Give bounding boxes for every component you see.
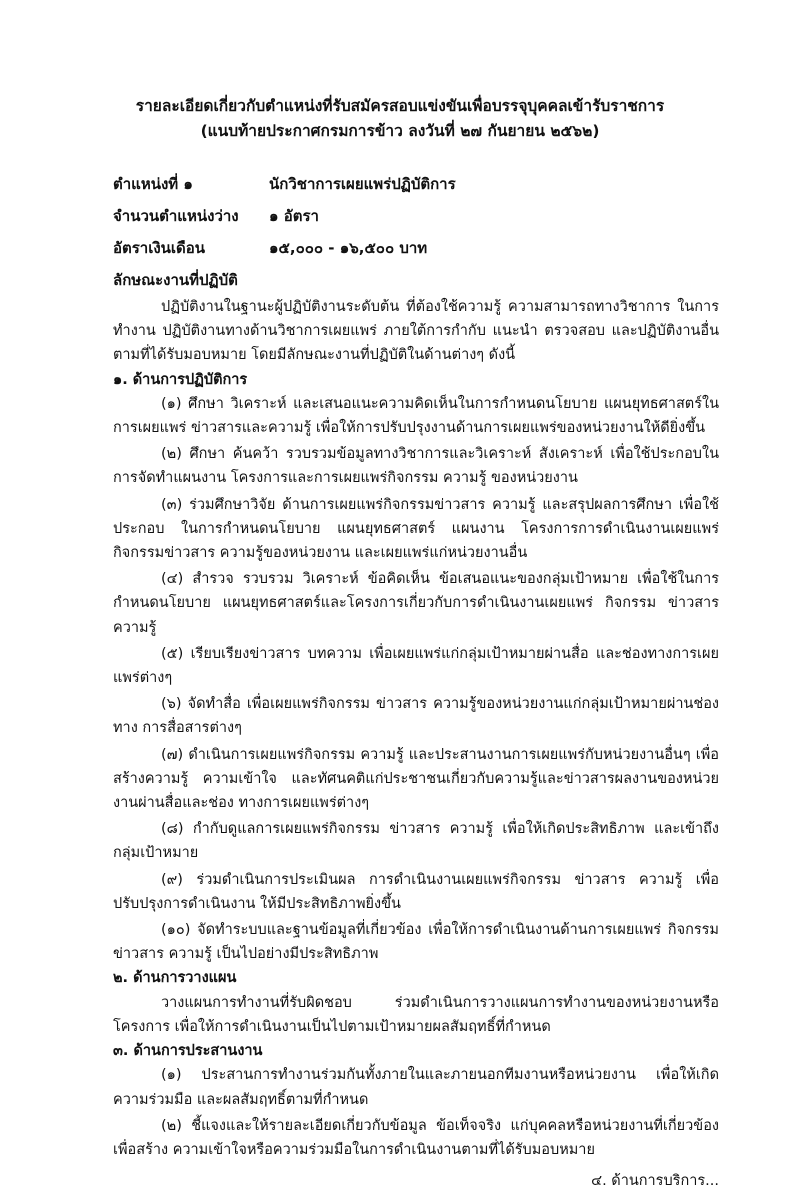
field-label: อัตราเงินเดือน	[113, 239, 206, 257]
document-header	[0, 94, 800, 144]
document-title: รายละเอียดเกี่ยวกับตำแหน่งที่รับสมัครสอบแข่งขันเพื่อบรรจุบุคคลเข้ารับราชการ	[135, 97, 665, 115]
list-item: (๑) ศึกษา วิเคราะห์ และเสนอแนะความคิดเห็นในการกำหนดนโยบาย แผนยุทธศาสตร์ในการเผยแพร่ ข่าวสารและความรู้ เพื่อให้การปรับปรุงงานด้านการเผยแพร่ของหน่วยงานให้ดียิ่งขึ้น	[113, 395, 719, 437]
document-body	[113, 295, 719, 1162]
list-item: (๖) จัดทำสื่อ เพื่อเผยแพร่กิจกรรม ข่าวสาร ความรู้ของหน่วยงานแก่กลุ่มเป้าหมายผ่านช่องทาง การสื่อสารต่างๆ	[113, 696, 719, 737]
field-value: ๑๕,๐๐๐ - ๑๖,๕๐๐ บาท	[269, 239, 428, 257]
section-heading-planning: ๒. ด้านการวางแผน	[113, 970, 237, 987]
field-position	[113, 173, 719, 195]
field-vacancies	[113, 205, 719, 227]
field-label: ลักษณะงานที่ปฏิบัติ	[113, 271, 238, 289]
field-label: ตำแหน่งที่ ๑	[113, 175, 193, 193]
field-value: นักวิชาการเผยแพร่ปฏิบัติการ	[269, 175, 456, 193]
list-item: (๘) กำกับดูแลการเผยแพร่กิจกรรม ข่าวสาร ความรู้ เพื่อให้เกิดประสิทธิภาพ และเข้าถึงกลุ่มเป้าหมาย	[113, 821, 719, 862]
list-item: (๓) ร่วมศึกษาวิจัย ด้านการเผยแพร่กิจกรรมข่าวสาร ความรู้ และสรุปผลการศึกษา เพื่อใช้ประกอบ ในการกำหนดนโยบาย แผนยุทธศาสตร์ แผนงาน โครงการการดำเนินงานเผยแพร่กิจกรรมข่าวสาร ความรู้ของหน่วยงาน และเผยแพร่แก่หน่วยงานอื่น	[113, 496, 719, 562]
section-heading-operations: ๑. ด้านการปฏิบัติการ	[113, 371, 248, 388]
field-job-nature	[113, 269, 719, 291]
section-heading-coordination: ๓. ด้านการประสานงาน	[113, 1043, 263, 1060]
list-item: (๗) ดำเนินการเผยแพร่กิจกรรม ความรู้ และประสานงานการเผยแพร่กับหน่วยงานอื่นๆ เพื่อสร้างความรู้ ความเข้าใจ และทัศนคติแก่ประชาชนเกี่ยวกับความรู้และข่าวสารผลงานของหน่วยงานผ่านสื่อและช่อง ทางการเผยแพร่ต่างๆ	[113, 746, 719, 812]
list-item: (๙) ร่วมดำเนินการประเมินผล การดำเนินงานเผยแพร่กิจกรรม ข่าวสาร ความรู้ เพื่อปรับปรุงการดำเนินงาน ให้มีประสิทธิภาพยิ่งขึ้น	[113, 871, 719, 912]
document-subtitle: (แนบท้ายประกาศกรมการข้าว ลงวันที่ ๒๗ กันยายน ๒๕๖๒)	[200, 122, 600, 140]
list-item: (๒) ชี้แจงและให้รายละเอียดเกี่ยวกับข้อมูล ข้อเท็จจริง แก่บุคคลหรือหน่วยงานที่เกี่ยวข้องเพื่อสร้าง ความเข้าใจหรือความร่วมมือในการดำเนินงานตามที่ได้รับมอบหมาย	[113, 1117, 719, 1158]
intro-paragraph: ปฏิบัติงานในฐานะผู้ปฏิบัติงานระดับต้น ที่ต้องใช้ความรู้ ความสามารถทางวิชาการ ในการทำงาน ปฏิบัติงานทางด้านวิชาการเผยแพร่ ภายใต้การกำกับ แนะนำ ตรวจสอบ และปฏิบัติงานอื่น ตามที่ได้รับมอบหมาย โดยมีลักษณะงานที่ปฏิบัติในด้านต่างๆ ดังนี้	[113, 299, 719, 364]
field-salary	[113, 237, 719, 259]
list-item: (๑) ประสานการทำงานร่วมกันทั้งภายในและภายนอกทีมงานหรือหน่วยงาน เพื่อให้เกิดความร่วมมือ และผลสัมฤทธิ์ตามที่กำหนด	[113, 1067, 719, 1108]
list-item: วางแผนการทำงานที่รับผิดชอบ ร่วมดำเนินการวางแผนการทำงานของหน่วยงานหรือโครงการ เพื่อให้การดำเนินงานเป็นไปตามเป้าหมายผลสัมฤทธิ์ที่กำหนด	[113, 994, 719, 1035]
list-item: (๔) สำรวจ รวบรวม วิเคราะห์ ข้อคิดเห็น ข้อเสนอแนะของกลุ่มเป้าหมาย เพื่อใช้ในการกำหนดนโยบาย แผนยุทธศาสตร์และโครงการเกี่ยวกับการดำเนินงานเผยแพร่ กิจกรรม ข่าวสาร ความรู้	[113, 571, 719, 636]
field-label: จำนวนตำแหน่งว่าง	[113, 207, 239, 225]
list-item: (๕) เรียบเรียงข่าวสาร บทความ เพื่อเผยแพร่แก่กลุ่มเป้าหมายผ่านสื่อ และช่องทางการเผยแพร่ต่างๆ	[113, 645, 719, 687]
field-value: ๑ อัตรา	[269, 207, 319, 225]
list-item: (๒) ศึกษา ค้นคว้า รวบรวมข้อมูลทางวิชาการและวิเคราะห์ สังเคราะห์ เพื่อใช้ประกอบในการจัดทำแผนงาน โครงการและการเผยแพร่กิจกรรม ความรู้ ของหน่วยงาน	[113, 446, 719, 487]
continuation-note: ๔. ด้านการบริการ...	[591, 1173, 719, 1190]
list-item: (๑๐) จัดทำระบบและฐานข้อมูลที่เกี่ยวข้อง เพื่อให้การดำเนินงานด้านการเผยแพร่ กิจกรรม ข่าวสาร ความรู้ เป็นไปอย่างมีประสิทธิภาพ	[113, 922, 719, 963]
position-fields	[113, 173, 719, 291]
